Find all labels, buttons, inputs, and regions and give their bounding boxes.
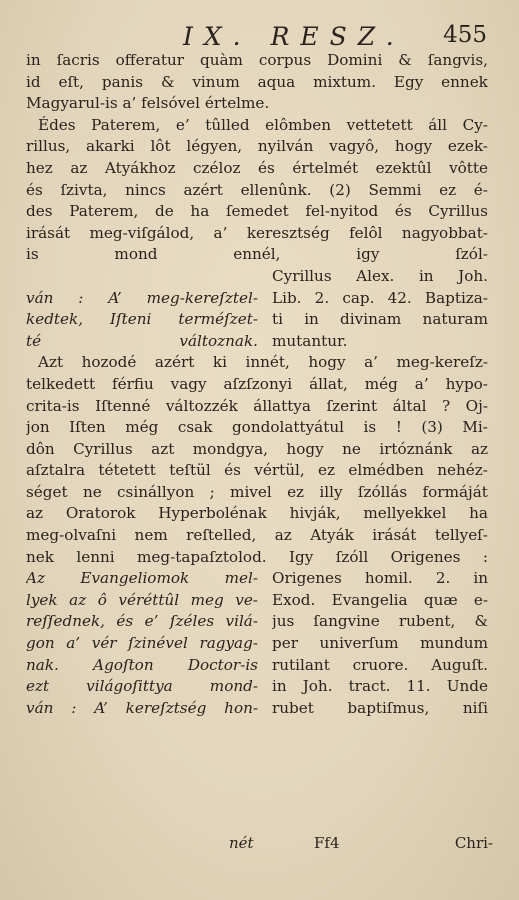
catch-left: nét — [229, 834, 254, 852]
word: értelmét — [292, 158, 359, 177]
text-line — [26, 115, 488, 137]
catchword: Chri- — [454, 834, 493, 852]
text-line — [26, 460, 488, 482]
word: aqua — [257, 72, 296, 91]
main-column-text — [26, 590, 258, 612]
word: Baptiza- — [424, 288, 488, 307]
text-line — [26, 158, 488, 180]
word: az — [470, 439, 488, 458]
text-line — [26, 244, 488, 266]
word: ez — [439, 180, 457, 199]
word: vôtte — [449, 158, 488, 177]
word: férfiu — [111, 374, 154, 393]
word: lôt — [150, 137, 171, 156]
word: meg-kereſz- — [396, 353, 488, 372]
marginal-block-2 — [26, 568, 488, 719]
word: Atyák — [310, 526, 354, 545]
main-column-text — [26, 309, 258, 331]
word: irtóznánk — [379, 439, 453, 458]
word: Atyákhoz — [104, 158, 176, 177]
word: felôl — [349, 223, 383, 242]
word: in — [26, 51, 41, 69]
word: Doctor-is — [187, 655, 258, 674]
word: mellyekkel — [363, 504, 447, 523]
word: azért — [183, 180, 223, 199]
word: akarki — [86, 137, 135, 156]
word: in — [304, 310, 319, 329]
word: légyen, — [186, 137, 243, 156]
word: telkedett — [26, 374, 96, 393]
word: corpus — [258, 51, 312, 69]
margin-note-text — [272, 633, 488, 655]
word: mundum — [420, 634, 488, 653]
word: meg-olvaſni — [26, 526, 117, 545]
word: ezektûl — [375, 158, 432, 177]
text-line — [26, 547, 488, 569]
split-line — [26, 655, 488, 677]
word: a’ — [213, 223, 228, 242]
word: lenni — [76, 547, 115, 566]
margin-note-text — [272, 611, 488, 633]
margin-note-text — [272, 568, 488, 590]
word: 42. — [387, 288, 412, 307]
word: állattya — [253, 396, 311, 415]
word: Origenes — [272, 569, 342, 588]
split-line — [26, 698, 488, 720]
word: Alex. — [356, 266, 395, 285]
word: is — [26, 245, 39, 264]
word: vértül, — [254, 461, 305, 480]
word: offeratur — [115, 51, 185, 69]
word: reſtelled, — [186, 526, 257, 545]
word: nehéz- — [437, 461, 488, 480]
word: ſangvis, — [427, 51, 488, 69]
main-column-text — [26, 266, 258, 288]
word: & — [398, 51, 412, 69]
main-column-text — [26, 698, 258, 720]
word: állat, — [309, 374, 348, 393]
word: naturam — [422, 310, 488, 329]
word: még — [364, 374, 398, 393]
word: Cy- — [462, 115, 488, 134]
word: A’ — [94, 698, 108, 717]
word: Igy — [289, 547, 314, 566]
word: teſtül — [169, 461, 211, 480]
word: ván — [26, 698, 54, 717]
word: rubent, — [398, 612, 456, 631]
word: ô — [97, 590, 107, 609]
main-column-text — [26, 331, 258, 353]
word: crita-is — [26, 396, 80, 415]
paragraph-block-2 — [26, 352, 488, 568]
word: Oratorok — [65, 504, 136, 523]
word: jon — [26, 418, 50, 437]
word: ſzóllás — [357, 482, 408, 501]
word: Cyrillus — [73, 439, 133, 458]
word: hez — [26, 158, 53, 177]
word: Egy — [393, 72, 424, 91]
word: quàm — [199, 51, 243, 69]
split-line — [26, 331, 488, 353]
word: csak — [177, 418, 213, 437]
word: ki — [212, 353, 227, 372]
margin-note-text — [272, 309, 488, 331]
word: Cyrillus — [272, 266, 332, 285]
word: illy — [319, 482, 343, 501]
text-line — [26, 352, 488, 374]
word: Domini — [327, 51, 383, 69]
word: változzék — [165, 396, 238, 415]
word: ennél, — [233, 245, 281, 264]
word: ſzinével — [128, 634, 188, 653]
word: séget — [26, 482, 68, 501]
word: mond — [114, 245, 158, 264]
text-line — [26, 223, 488, 245]
word: de — [155, 202, 174, 221]
word: meg-kereſztel- — [146, 288, 258, 307]
main-column-text — [26, 611, 258, 633]
word: ſzóll — [335, 547, 369, 566]
word: : — [78, 288, 84, 307]
word: ſzéles — [169, 612, 215, 631]
word: elômben — [265, 115, 332, 134]
word: azért — [154, 353, 195, 372]
word: (3) — [421, 418, 443, 437]
main-column-text — [26, 676, 258, 698]
word: fel-nyitod — [305, 202, 379, 221]
word: Joh. — [458, 266, 488, 285]
word: és — [116, 612, 134, 631]
word: az — [69, 590, 87, 609]
word: in — [272, 677, 287, 696]
word: világoſittya — [86, 677, 173, 696]
word: ſzerint — [326, 396, 378, 415]
margin-note-text — [272, 288, 488, 310]
word: hogy — [286, 439, 324, 458]
word: az — [26, 504, 44, 523]
word: cap. — [342, 288, 375, 307]
word: nem — [134, 526, 168, 545]
word: ne — [342, 439, 361, 458]
word: 2. — [435, 569, 451, 588]
word: a’ — [66, 634, 81, 653]
word: e’ — [175, 115, 190, 134]
margin-note-text — [272, 676, 488, 698]
word: a’ — [364, 353, 378, 372]
word: Exod. — [272, 590, 316, 609]
word: irását — [26, 223, 71, 242]
word: ? — [442, 396, 451, 415]
word: csinállyon — [117, 482, 195, 501]
word: Az — [26, 569, 45, 588]
word: ; — [209, 482, 215, 501]
word: Joh. — [302, 677, 333, 696]
word: igy — [356, 245, 380, 264]
word: 2. — [314, 288, 330, 307]
word: rillus, — [26, 137, 71, 156]
text-line — [26, 439, 488, 461]
word: mondgya, — [192, 439, 268, 458]
word: 11. — [406, 677, 431, 696]
word: ezek- — [447, 137, 488, 156]
word: cruore. — [352, 655, 409, 674]
main-column-text — [26, 655, 258, 677]
word: Édes — [38, 115, 76, 134]
word: dôn — [26, 439, 55, 458]
word: mivel — [230, 482, 272, 501]
word: aſztalra — [26, 461, 86, 480]
text-line — [26, 417, 488, 439]
word: Evangeliomok — [80, 569, 190, 588]
word: meg — [190, 590, 224, 609]
word: ennek — [441, 72, 488, 91]
word: tract. — [348, 677, 391, 696]
main-column-text — [26, 633, 258, 655]
word: a’ — [414, 374, 429, 393]
split-line — [26, 266, 488, 288]
margin-note-text — [272, 331, 488, 353]
word: Azt — [38, 353, 64, 372]
word: hypo- — [445, 374, 488, 393]
text-line — [26, 136, 488, 158]
word: Iſteni — [110, 310, 152, 329]
word: Paterem, — [91, 115, 161, 134]
word: keresztség — [246, 223, 330, 242]
word: meg-viſgálod, — [89, 223, 195, 242]
word: változnak. — [179, 331, 258, 350]
text-line — [26, 72, 488, 94]
word: ha — [190, 202, 210, 221]
word: terméſzet- — [178, 310, 258, 329]
word: vér — [91, 634, 117, 653]
word: innét, — [245, 353, 290, 372]
word: ne — [82, 482, 102, 501]
word: ez — [318, 461, 336, 480]
word: panis — [101, 72, 144, 91]
word: Lib. — [272, 288, 302, 307]
word: nek — [26, 547, 54, 566]
word: rubet — [272, 698, 314, 717]
word: ragyag- — [199, 634, 258, 653]
word: és — [26, 180, 43, 199]
running-header — [0, 22, 519, 52]
page-footer — [0, 828, 519, 854]
word: in — [418, 266, 434, 285]
text-line — [26, 180, 488, 202]
word: reſſednek, — [26, 612, 106, 631]
word: áll — [428, 115, 448, 134]
word: mixtum. — [313, 72, 377, 91]
word: czéloz — [193, 158, 241, 177]
word: Origenes — [390, 547, 461, 566]
signature-mark: Ff4 — [314, 834, 340, 852]
word: vagyô, — [329, 137, 380, 156]
word: é- — [473, 180, 488, 199]
word: A’ — [108, 288, 122, 307]
text-body — [26, 50, 488, 719]
text-line — [26, 201, 488, 223]
word: hivják, — [289, 504, 341, 523]
word: ez — [287, 482, 305, 501]
word: az — [70, 158, 88, 177]
split-line — [26, 633, 488, 655]
word: rutilant — [272, 655, 330, 674]
word: Unde — [446, 677, 488, 696]
page-number: 455 — [443, 22, 487, 48]
word: tétetett — [98, 461, 156, 480]
marginal-block-1 — [26, 266, 488, 352]
text-line — [26, 482, 488, 504]
word: tellyeſ- — [434, 526, 488, 545]
word: vilá- — [225, 612, 258, 631]
word: per — [272, 634, 298, 653]
word: által — [392, 396, 427, 415]
split-line — [26, 288, 488, 310]
word: univerſum — [319, 634, 399, 653]
word: és — [258, 158, 275, 177]
word: Hyperbolénak — [158, 504, 267, 523]
word: (2) — [329, 180, 351, 199]
word: Iſtenné — [95, 396, 151, 415]
word: lyek — [26, 590, 58, 609]
word: des — [26, 202, 53, 221]
word: : — [71, 698, 77, 717]
text-line — [26, 50, 488, 72]
text-line — [26, 374, 488, 396]
word: kedtek, — [26, 310, 84, 329]
word: homil. — [364, 569, 413, 588]
paragraph-block-1 — [26, 50, 488, 266]
word: Semmi — [368, 180, 422, 199]
split-line — [26, 676, 488, 698]
word: quæ — [423, 590, 458, 609]
word: formáját — [422, 482, 488, 501]
word: aſzſzonyi — [223, 374, 293, 393]
word: Mi- — [462, 418, 488, 437]
word: té — [26, 331, 42, 350]
word: hogy — [394, 137, 433, 156]
word: e- — [473, 590, 488, 609]
text-line — [26, 396, 488, 418]
word: & — [160, 72, 175, 91]
word: Auguſt. — [431, 655, 488, 674]
word: hozodé — [81, 353, 137, 372]
word: nak. — [26, 655, 59, 674]
margin-note-text — [272, 698, 488, 720]
word: hogy — [308, 353, 346, 372]
word: az — [274, 526, 292, 545]
word: ezt — [26, 677, 50, 696]
word: vinum — [192, 72, 240, 91]
word: Agoſton — [93, 655, 154, 674]
word: ſemedet — [225, 202, 289, 221]
main-column-text — [26, 568, 258, 590]
word: tûlled — [205, 115, 250, 134]
word: vagy — [170, 374, 207, 393]
word: ſzól- — [455, 245, 488, 264]
word: jus — [272, 612, 295, 631]
word: in — [473, 569, 488, 588]
word: Cyrillus — [428, 202, 488, 221]
word: divinam — [340, 310, 402, 329]
word: elmédben — [348, 461, 424, 480]
text-line: Magyarul-is a’ felsóvel értelme. — [26, 94, 270, 113]
text-line — [26, 503, 488, 525]
word: irását — [372, 526, 417, 545]
word: gon — [26, 634, 55, 653]
word: kereſztség — [125, 698, 207, 717]
word: még — [125, 418, 159, 437]
margin-note-text — [272, 266, 488, 288]
word: mutantur. — [272, 331, 348, 350]
word: niſi — [462, 698, 488, 717]
word: ván — [26, 288, 54, 307]
word: mond- — [209, 677, 258, 696]
word: is — [363, 418, 377, 437]
word: nyilván — [257, 137, 314, 156]
word: Evangelia — [331, 590, 408, 609]
split-line — [26, 611, 488, 633]
word: ! — [395, 418, 402, 437]
word: gondolattyátul — [231, 418, 344, 437]
word: ſacris — [56, 51, 100, 69]
word: ti — [272, 310, 283, 329]
word: azt — [151, 439, 175, 458]
word: ha — [469, 504, 488, 523]
main-column-text — [26, 288, 258, 310]
split-line — [26, 590, 488, 612]
running-title: IX. RESZ. — [183, 22, 405, 51]
word: véréttûl — [118, 590, 180, 609]
word: e’ — [144, 612, 159, 631]
word: meg-tapaſztolod. — [137, 547, 267, 566]
word: hon- — [224, 698, 258, 717]
text-line — [26, 525, 488, 547]
word: id — [26, 72, 41, 91]
word: Iſten — [69, 418, 106, 437]
word: ellenûnk. — [240, 180, 312, 199]
word: nincs — [125, 180, 166, 199]
word: nagyobbat- — [401, 223, 488, 242]
word: vettetett — [346, 115, 413, 134]
margin-note-text — [272, 655, 488, 677]
margin-note-text — [272, 590, 488, 612]
word: és — [394, 202, 412, 221]
word: ſzivta, — [60, 180, 108, 199]
word: mel- — [224, 569, 258, 588]
word: eſt, — [58, 72, 84, 91]
word: Paterem, — [69, 202, 139, 221]
word: & — [474, 612, 488, 631]
split-line — [26, 568, 488, 590]
word: ſangvine — [313, 612, 380, 631]
word: baptiſmus, — [347, 698, 430, 717]
word: : — [482, 547, 488, 566]
word: ve- — [235, 590, 258, 609]
split-line — [26, 309, 488, 331]
word: Oj- — [465, 396, 488, 415]
word: és — [224, 461, 241, 480]
